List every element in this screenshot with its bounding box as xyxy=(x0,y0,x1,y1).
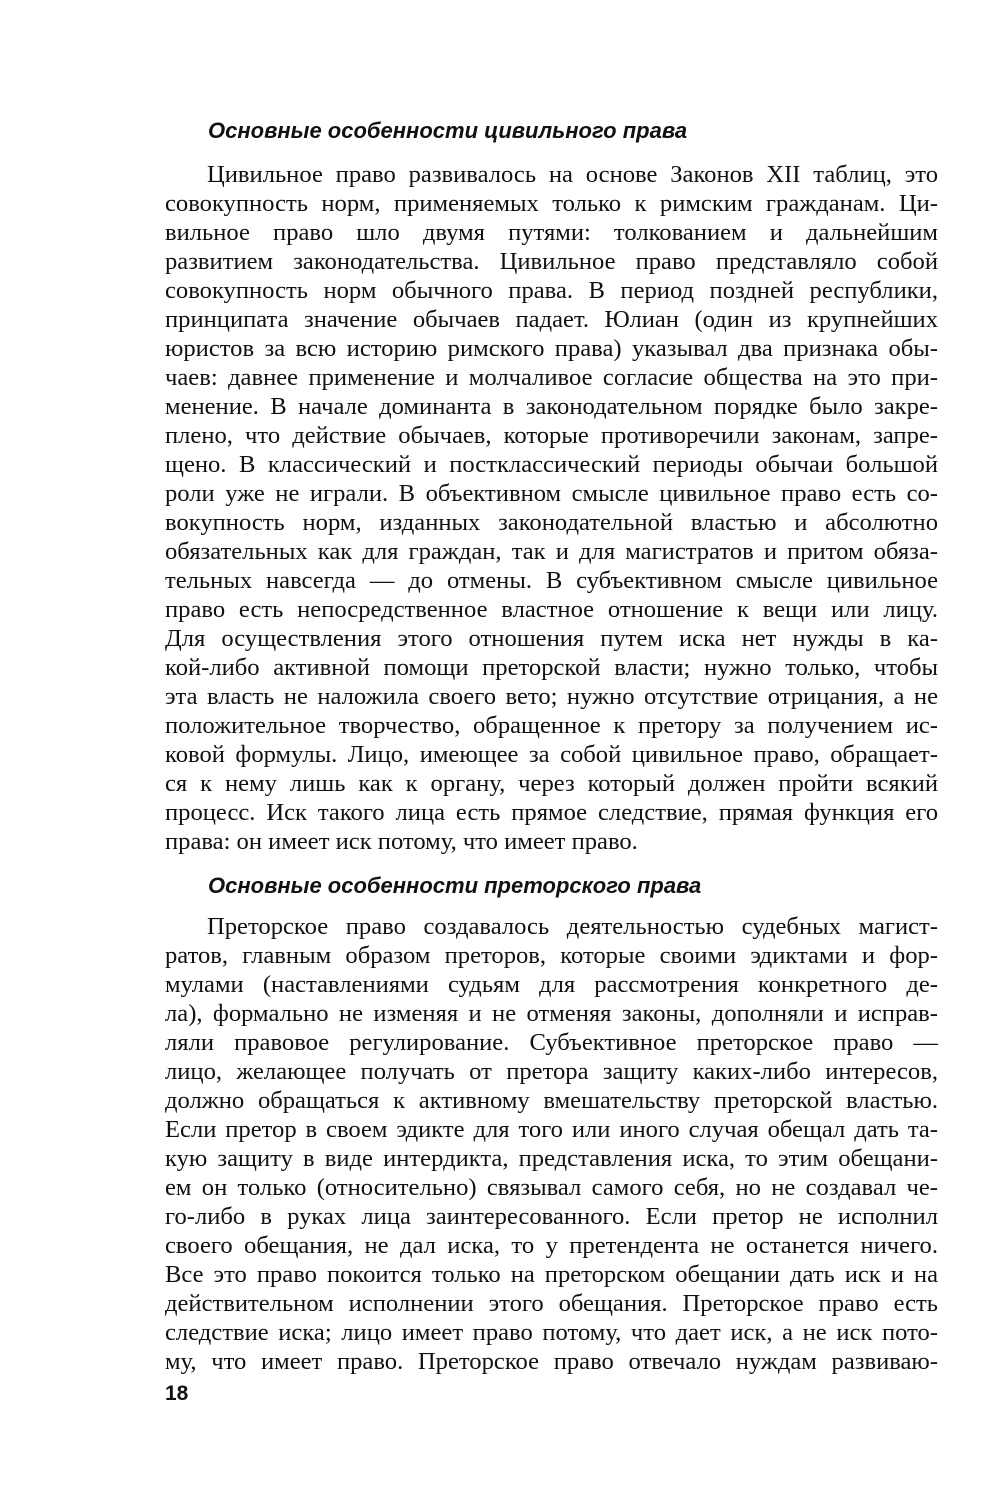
text-line: го-либо в руках лица заинтересованного. Если претор не исполнил xyxy=(165,1203,938,1230)
text-line: право есть непосредственное властное отношение к вещи или лицу. xyxy=(165,596,938,623)
text-line: кую защиту в виде интердикта, представления иска, то этим обещани- xyxy=(165,1145,938,1172)
text-line: Если претор в своем эдикте для того или иного случая обещал дать та- xyxy=(165,1116,938,1143)
text-line: менение. В начале доминанта в законодательном порядке было закре- xyxy=(165,393,938,420)
text-line: Для осуществления этого отношения путем иска нет нужды в ка- xyxy=(165,625,938,652)
text-line: развитием законодательства. Цивильное право представляло собой xyxy=(165,248,938,275)
text-line: ла), формально не изменяя и не отменяя законы, дополняли и исправ- xyxy=(165,1000,938,1027)
text-line: положительное творчество, обращенное к претору за получением ис- xyxy=(165,712,938,739)
section-heading-civil-law: Основные особенности цивильного права xyxy=(208,118,688,143)
text-line: плено, что действие обычаев, которые противоречили законам, запре- xyxy=(165,422,938,449)
text-line: действительном исполнении этого обещания. Преторское право есть xyxy=(165,1290,938,1317)
text-line: ковой формулы. Лицо, имеющее за собой цивильное право, обращает- xyxy=(165,741,938,768)
text-line: юристов за всю историю римского права) указывал два признака обы- xyxy=(165,335,938,362)
text-line: вокупность норм, изданных законодательной властью и абсолютно xyxy=(165,509,938,536)
text-line: своего обещания, не дал иска, то у претендента не останется ничего. xyxy=(165,1232,938,1259)
text-line: процесс. Иск такого лица есть прямое следствие, прямая функция его xyxy=(165,799,938,826)
text-line: совокупность норм обычного права. В период поздней республики, xyxy=(165,277,938,304)
text-line: права: он имеет иск потому, что имеет право. xyxy=(165,828,638,855)
text-line: тельных навсегда — до отмены. В субъективном смысле цивильное xyxy=(165,567,938,594)
page-number: 18 xyxy=(165,1382,189,1405)
text-line: совокупность норм, применяемых только к римским гражданам. Ци- xyxy=(165,190,938,217)
text-line: лицо, желающее получать от претора защиту каких-либо интересов, xyxy=(165,1058,938,1085)
text-line: следствие иска; лицо имеет право потому, что дает иск, а не иск пото- xyxy=(165,1319,938,1346)
paragraph-praetorian-law xyxy=(165,912,938,1376)
text-line: кой-либо активной помощи преторской власти; нужно только, чтобы xyxy=(165,654,938,681)
text-line: му, что имеет право. Преторское право отвечало нуждам развиваю- xyxy=(165,1348,938,1375)
text-line: Цивильное право развивалось на основе Законов XII таблиц, это xyxy=(207,161,938,188)
text-line: чаев: давнее применение и молчаливое согласие общества на это при- xyxy=(165,364,938,391)
text-line: Преторское право создавалось деятельностью судебных магист- xyxy=(207,913,938,940)
text-line: ратов, главным образом преторов, которые своими эдиктами и фор- xyxy=(165,942,938,969)
text-line: мулами (наставлениями судьям для рассмотрения конкретного де- xyxy=(165,971,938,998)
text-line: эта власть не наложила своего вето; нужно отсутствие отрицания, а не xyxy=(165,683,938,710)
section-heading-praetorian-law: Основные особенности преторского права xyxy=(208,873,702,898)
text-line: должно обращаться к активному вмешательству преторской властью. xyxy=(165,1087,938,1114)
text-line: щено. В классический и постклассический периоды обычаи большой xyxy=(165,451,938,478)
text-line: принципата значение обычаев падает. Юлиан (один из крупнейших xyxy=(165,306,938,333)
text-line: вильное право шло двумя путями: толкованием и дальнейшим xyxy=(165,219,938,246)
text-line: ляли правовое регулирование. Субъективное преторское право — xyxy=(165,1029,938,1056)
paragraph-civil-law xyxy=(165,160,938,856)
text-line: обязательных как для граждан, так и для магистратов и притом обяза- xyxy=(165,538,938,565)
text-line: роли уже не играли. В объективном смысле цивильное право есть со- xyxy=(165,480,938,507)
text-line: ся к нему лишь как к органу, через который должен пройти всякий xyxy=(165,770,938,797)
text-line: Все это право покоится только на преторском обещании дать иск и на xyxy=(165,1261,938,1288)
text-line: ем он только (относительно) связывал самого себя, но не создавал че- xyxy=(165,1174,938,1201)
